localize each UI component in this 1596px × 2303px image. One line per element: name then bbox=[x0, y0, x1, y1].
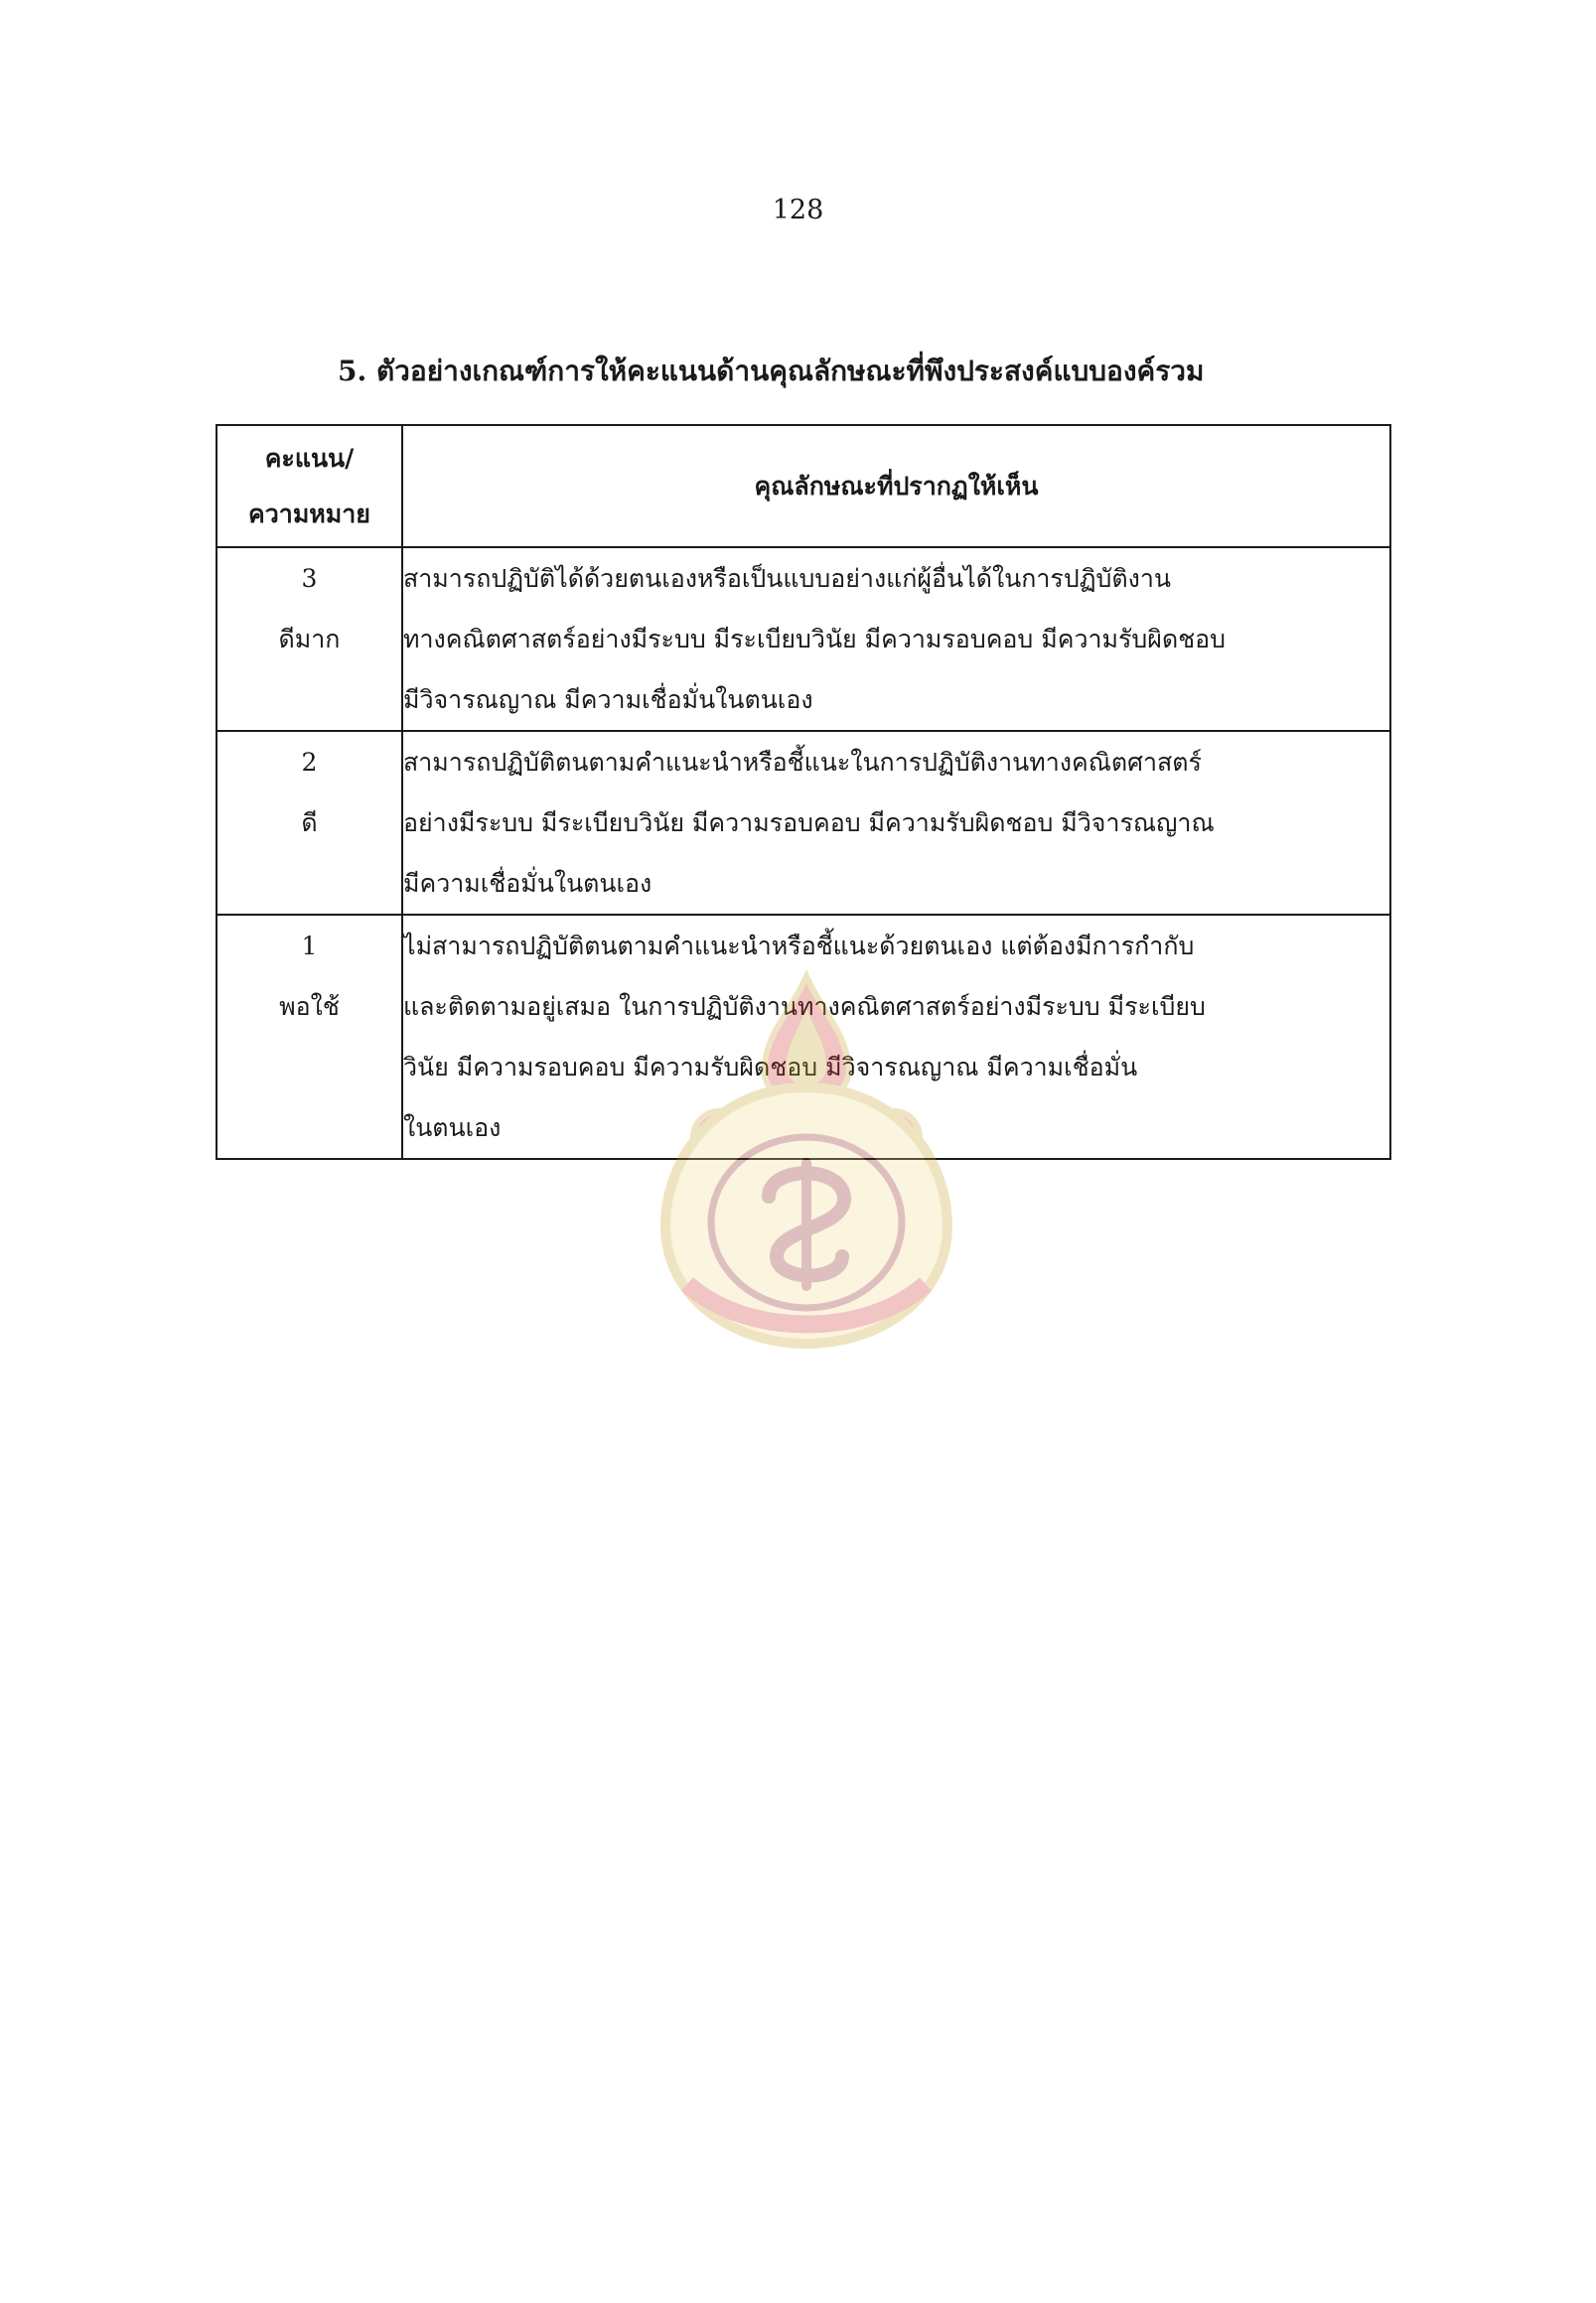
description-cell bbox=[402, 547, 1390, 731]
score-cell bbox=[217, 547, 402, 731]
description-line: มีความเชื่อมั่นในตนเอง bbox=[403, 869, 653, 898]
table-row bbox=[217, 547, 1390, 731]
score-header-line1: คะแนน/ bbox=[264, 443, 355, 473]
page-number: 128 bbox=[772, 195, 824, 225]
description-line: วินัย มีความรอบคอบ มีความรับผิดชอบ มีวิจารณญาณ มีความเชื่อมั่น bbox=[403, 1053, 1138, 1081]
score-meaning: ดีมาก bbox=[278, 625, 341, 653]
section-heading: 5. ตัวอย่างเกณฑ์การให้คะแนนด้านคุณลักษณะที่พึงประสงค์แบบองค์รวม bbox=[338, 355, 1205, 387]
score-value: 2 bbox=[301, 748, 318, 777]
description-line: และติดตามอยู่เสมอ ในการปฏิบัติงานทางคณิตศาสตร์อย่างมีระบบ มีระเบียบ bbox=[403, 992, 1206, 1021]
score-meaning: พอใช้ bbox=[279, 992, 340, 1021]
table-header-row bbox=[217, 425, 1390, 547]
score-meaning: ดี bbox=[301, 808, 318, 837]
rubric-table bbox=[216, 424, 1391, 1160]
description-cell bbox=[402, 915, 1390, 1159]
score-column-header bbox=[217, 425, 402, 547]
score-header-line2: ความหมาย bbox=[248, 499, 370, 528]
table-row bbox=[217, 731, 1390, 915]
score-cell bbox=[217, 915, 402, 1159]
score-value: 1 bbox=[301, 932, 318, 960]
description-cell bbox=[402, 731, 1390, 915]
description-column-header: คุณลักษณะที่ปรากฏให้เห็น bbox=[402, 425, 1390, 547]
score-value: 3 bbox=[301, 564, 318, 593]
description-line: ทางคณิตศาสตร์อย่างมีระบบ มีระเบียบวินัย มีความรอบคอบ มีความรับผิดชอบ bbox=[403, 625, 1227, 653]
description-line: ไม่สามารถปฏิบัติตนตามคำแนะนำหรือชี้แนะด้วยตนเอง แต่ต้องมีการกำกับ bbox=[403, 932, 1195, 960]
description-line: มีวิจารณญาณ มีความเชื่อมั่นในตนเอง bbox=[403, 685, 813, 714]
description-line: สามารถปฏิบัติได้ด้วยตนเองหรือเป็นแบบอย่างแก่ผู้อื่นได้ในการปฏิบัติงาน bbox=[403, 564, 1171, 593]
table-row bbox=[217, 915, 1390, 1159]
description-line: อย่างมีระบบ มีระเบียบวินัย มีความรอบคอบ มีความรับผิดชอบ มีวิจารณญาณ bbox=[403, 808, 1215, 837]
score-cell bbox=[217, 731, 402, 915]
description-line: ในตนเอง bbox=[403, 1113, 502, 1142]
description-line: สามารถปฏิบัติตนตามคำแนะนำหรือชี้แนะในการปฏิบัติงานทางคณิตศาสตร์ bbox=[403, 748, 1202, 777]
